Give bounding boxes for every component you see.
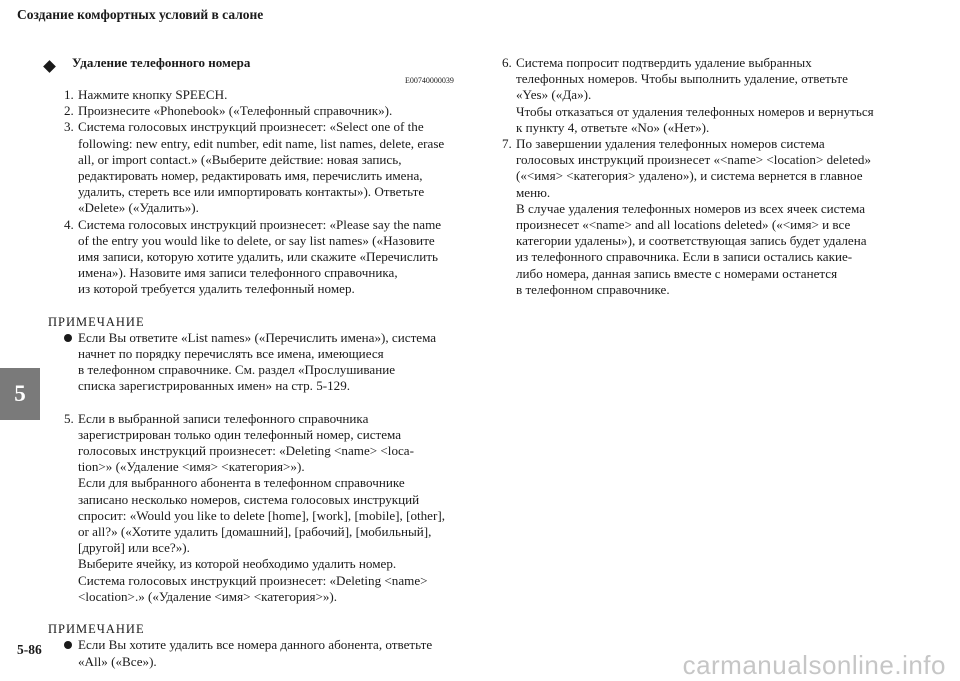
note-title: ПРИМЕЧАНИЕ [48, 622, 145, 637]
text-line: зарегистрирован только один телефонный номер, система [78, 426, 402, 442]
text-line: категории удалены»), и соответствующая запись будет удалена [516, 233, 867, 249]
text-line: в телефонном справочнике. См. раздел «Прослушивание [78, 362, 396, 378]
text-line: Если Вы ответите «List names» («Перечислить имена»), система [78, 329, 437, 345]
text-line: Нажмите кнопку SPEECH. [78, 87, 228, 102]
bullet-dot-icon [64, 334, 72, 342]
text-line: По завершении удаления телефонных номеров система [516, 136, 825, 152]
text-line: списка зарегистрированных имен» на стр. 5-129. [78, 378, 351, 394]
right-column [498, 55, 908, 298]
text-line: Чтобы отказаться от удаления телефонных номеров и вернуться [516, 103, 874, 119]
step-number: 6. [502, 55, 512, 70]
text-line: либо номера, данная запись вместе с номерами останется [516, 265, 838, 281]
text-line: имя записи, которую хотите удалить, или скажите «Перечислить [78, 249, 438, 265]
text-line: Выберите ячейку, из которой необходимо удалить номер. [78, 556, 397, 572]
text-line: tion>» («Удаление <имя> <категория>»). [78, 459, 305, 475]
left-column [48, 87, 458, 670]
step-4 [48, 217, 458, 298]
text-line: of the entry you would like to delete, or say list names» («Назовите [78, 232, 435, 248]
text-line: Система попросит подтвердить удаление выбранных [516, 55, 812, 70]
watermark: carmanualsonline.info [682, 650, 946, 680]
text-line: начнет по порядку перечислять все имена, имеющиеся [78, 346, 384, 362]
step-number: 4. [64, 216, 74, 232]
section-code: E00740000039 [405, 76, 454, 85]
step-number: 3. [64, 119, 74, 135]
text-line: удалить, стереть все или импортировать контакты»). Ответьте [78, 184, 425, 200]
step-number: 1. [64, 87, 74, 102]
step-number: 2. [64, 103, 74, 119]
text-line: or all?» («Хотите удалить [домашний], [рабочий], [мобильный], [78, 524, 432, 540]
text-line: произнесет «<name> and all locations deleted» («<имя> и все [516, 217, 851, 233]
text-line: («<имя> <категория> удалено»), и система вернется в главное [516, 168, 863, 184]
text-line: В случае удаления телефонных номеров из всех ячеек система [516, 200, 866, 216]
text-line: меню. [516, 184, 551, 200]
text-line: в телефонном справочнике. [516, 281, 670, 297]
section-title: Удаление телефонного номера [72, 55, 251, 70]
text-line: Если Вы хотите удалить все номера данного абонента, ответьте [78, 637, 433, 653]
step-6 [498, 55, 908, 136]
text-line: редактировать номер, редактировать имя, перечислить имена, [78, 168, 423, 184]
note-title: ПРИМЕЧАНИЕ [48, 314, 145, 329]
text-line: имена»). Назовите имя записи телефонного справочника, [78, 265, 398, 281]
text-line: Если в выбранной записи телефонного справочника [78, 410, 369, 426]
chapter-tab: 5 [0, 368, 40, 420]
bullet-dot-icon [64, 641, 72, 649]
step-2 [48, 103, 458, 119]
step-number: 7. [502, 136, 512, 152]
page-number: 5-86 [17, 642, 42, 657]
text-line: <location>.» («Удаление <имя> <категория>»). [78, 588, 338, 604]
text-line: all, or import contact.» («Выберите действие: новая запись, [78, 151, 402, 167]
text-line: «Delete» («Удалить»). [78, 200, 199, 216]
running-header: Создание комфортных условий в салоне [17, 7, 264, 22]
note-bullet [48, 637, 458, 669]
step-number: 5. [64, 410, 74, 426]
text-line: «Yes» («Да»). [516, 87, 592, 103]
text-line: голосовых инструкций произнесет: «Deleting <name> <loca- [78, 443, 414, 459]
step-3 [48, 119, 458, 216]
text-line: спросит: «Would you like to delete [home], [work], [mobile], [other], [78, 507, 445, 523]
text-line: [другой] или все?»). [78, 540, 190, 556]
text-line: Система голосовых инструкций произнесет: «Select one of the [78, 119, 424, 135]
note-bullet [48, 330, 458, 395]
diamond-bullet-icon [43, 60, 56, 73]
step-7 [498, 136, 908, 298]
text-line: из которой требуется удалить телефонный номер. [78, 281, 355, 297]
text-line: записано несколько номеров, система голосовых инструкций [78, 491, 420, 507]
text-line: Произнесите «Phonebook» («Телефонный справочник»). [78, 103, 393, 119]
text-line: Если для выбранного абонента в телефонном справочнике [78, 475, 405, 491]
text-line: following: new entry, edit number, edit name, list names, delete, erase [78, 135, 445, 151]
text-line: из телефонного справочника. Если в записи остались какие- [516, 249, 853, 265]
step-1 [48, 87, 458, 103]
text-line: Система голосовых инструкций произнесет: «Deleting <name> [78, 572, 428, 588]
text-line: голосовых инструкций произнесет «<name> <location> deleted» [516, 152, 871, 168]
text-line: «All» («Все»). [78, 653, 157, 669]
text-line: Система голосовых инструкций произнесет: «Please say the name [78, 216, 442, 232]
step-5 [48, 411, 458, 605]
text-line: к пункту 4, ответьте «No» («Нет»). [516, 119, 710, 135]
text-line: телефонных номеров. Чтобы выполнить удаление, ответьте [516, 71, 848, 87]
